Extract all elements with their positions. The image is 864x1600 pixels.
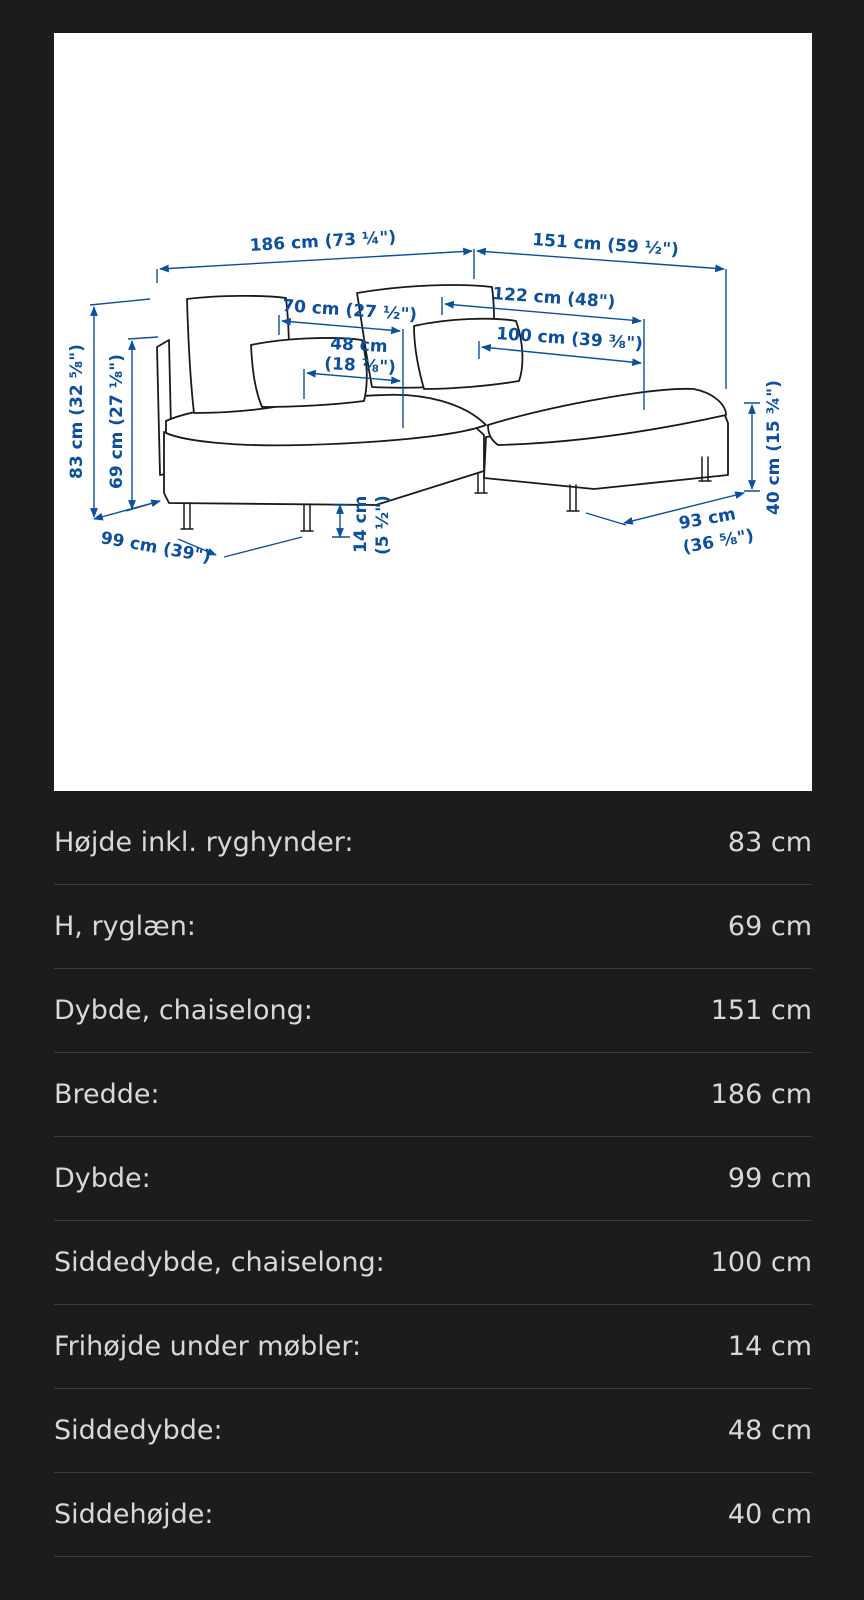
- spec-value: 83 cm: [727, 827, 812, 858]
- dim-label-seat-depth-b: (18 ⅞"): [323, 354, 397, 378]
- dim-label-depth: 99 cm (39"): [99, 528, 213, 568]
- spec-value: 100 cm: [710, 1247, 812, 1278]
- sofa-dimension-diagram: [54, 33, 812, 791]
- dim-label-height-back: 69 cm (27 ⅛"): [107, 354, 127, 489]
- spec-value: 48 cm: [727, 1415, 812, 1446]
- dim-label-chaise-width-b: (36 ⅝"): [681, 525, 756, 558]
- page-frame: [1, 1, 863, 1599]
- sofa-drawing: [157, 285, 728, 531]
- dim-label-clearance-a: 14 cm: [351, 495, 371, 553]
- spec-value: 186 cm: [710, 1079, 812, 1110]
- spec-label: Siddedybde:: [54, 1415, 223, 1446]
- spec-label: Dybde:: [54, 1163, 151, 1194]
- spec-label: Bredde:: [54, 1079, 160, 1110]
- dim-label-chaise-width-a: 93 cm: [677, 504, 738, 534]
- product-dimension-image: [54, 33, 812, 791]
- spec-label: H, ryglæn:: [54, 911, 196, 942]
- dim-label-seat-depth-chaise: 100 cm (39 ⅜"): [495, 324, 644, 355]
- spec-row: [54, 1221, 812, 1305]
- dim-label-seat-width-right: 122 cm (48"): [491, 284, 616, 313]
- spec-row: [54, 1137, 812, 1221]
- spec-label: Siddedybde, chaiselong:: [54, 1247, 385, 1278]
- spec-value: 69 cm: [727, 911, 812, 942]
- dim-label-width: 186 cm (73 ¼"): [249, 227, 397, 256]
- dim-label-seat-height: 40 cm (15 ¾"): [764, 380, 784, 515]
- spec-label: Siddehøjde:: [54, 1499, 214, 1530]
- spec-row: [54, 1305, 812, 1389]
- spec-label: Frihøjde under møbler:: [54, 1331, 362, 1362]
- spec-label: Højde inkl. ryghynder:: [54, 827, 354, 858]
- spec-row: [54, 885, 812, 969]
- spec-value: 14 cm: [727, 1331, 812, 1362]
- dim-label-height-total: 83 cm (32 ⅝"): [67, 344, 87, 479]
- spec-row: [54, 1389, 812, 1473]
- dim-label-clearance-b: (5 ½"): [373, 495, 393, 555]
- spec-row: [54, 1473, 812, 1557]
- spec-row: [54, 1053, 812, 1137]
- spec-value: 99 cm: [727, 1163, 812, 1194]
- spec-row: [54, 969, 812, 1053]
- spec-value: 40 cm: [727, 1499, 812, 1530]
- spec-row: [54, 801, 812, 885]
- dim-label-chaise-depth: 151 cm (59 ½"): [531, 230, 680, 261]
- spec-value: 151 cm: [710, 995, 812, 1026]
- dimension-spec-list: [54, 801, 812, 1557]
- dim-label-seat-width-left: 70 cm (27 ½"): [281, 296, 418, 326]
- spec-label: Dybde, chaiselong:: [54, 995, 313, 1026]
- dim-label-seat-depth-a: 48 cm: [329, 334, 389, 357]
